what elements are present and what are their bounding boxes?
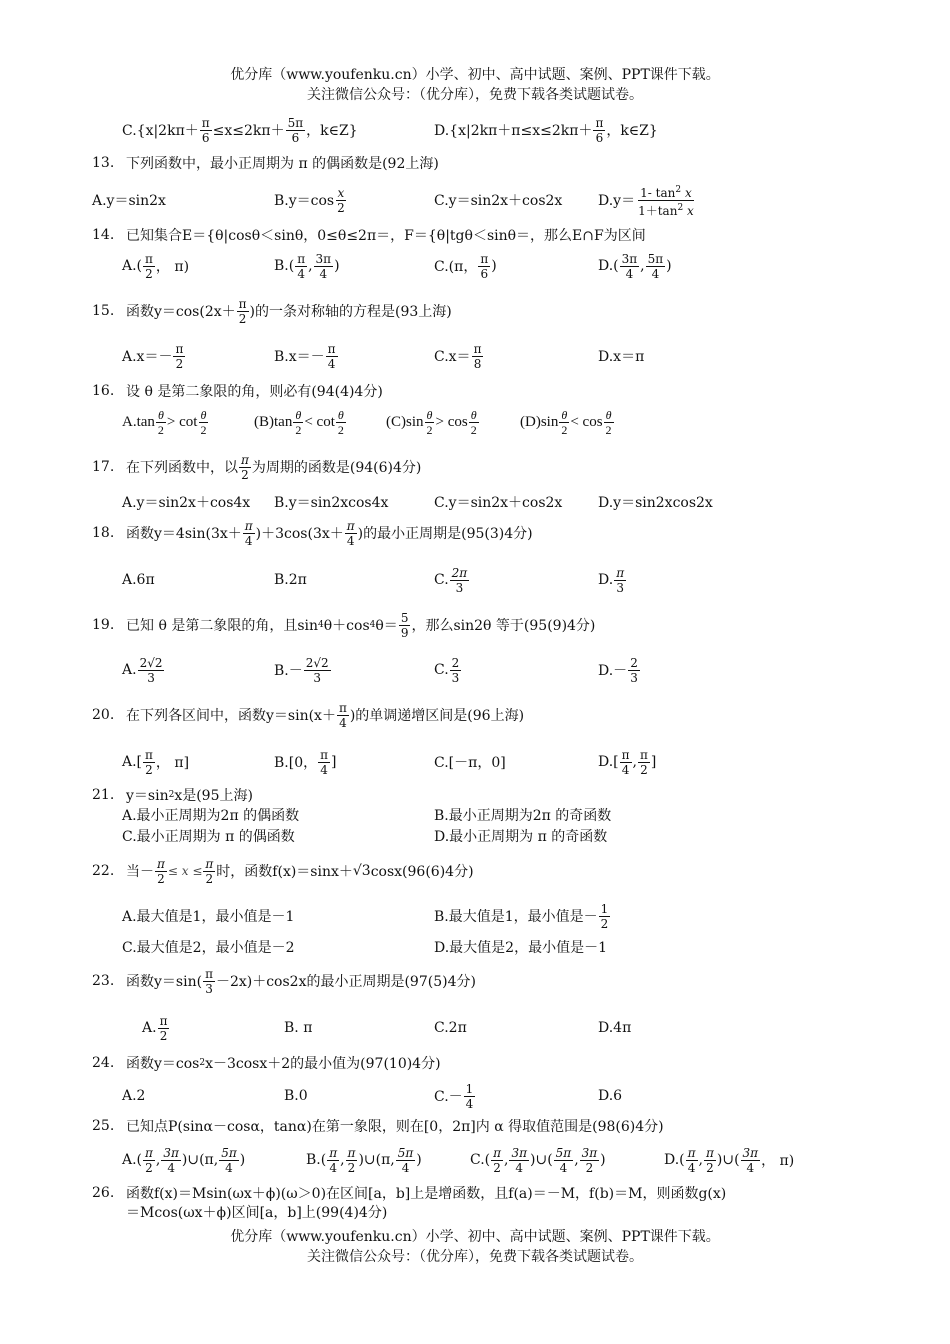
question-21: 21. y＝sin 2 x是(95上海) [92,787,253,804]
question-19: 19. 已知 θ 是第二象限的角，且sin 4 θ＋cos 4 θ＝ $\frac{5}{9}$ ，那么sin2θ 等于(95(9)4分) [92,610,596,640]
q18-option-a: A.6π [122,572,155,588]
q25-option-c: C.( $\frac{\pi}{2}$ , $\frac{3\pi}{4}$ )∪( $\frac{5\pi}{4}$ , $\frac{3\pi}{2}$ ) [470,1145,606,1175]
q15-options [0,336,950,376]
question-26: 26. 函数f(x)＝Msin(ωx＋ϕ)(ω＞0)在区间[a，b]上是增函数，且f(a)＝－M，f(b)＝M，则函数g(x) [92,1185,727,1202]
question-18: 18. 函数y＝4sin(3x＋ $\frac{\pi}{4}$ )＋3cos(3x＋ $\frac{\pi}{4}$ )的最小正周期是(95(3)4分) [92,518,533,548]
q12-option-c: C.{x|2kπ＋ $\frac{\pi}{6}$ ≤x≤2kπ＋ $\frac{5\pi}{6}$ ，k∈Z} [122,115,358,145]
q25-option-b: B.( $\frac{\pi}{4}$ , $\frac{\pi}{2}$ )∪(π, $\frac{5\pi}{4}$ ) [306,1145,422,1175]
footer-line-2: 关注微信公众号：（优分库），免费下载各类试题试卷。 [307,1249,643,1265]
q18-option-b: B.2π [274,572,307,588]
q24-option-a: A.2 [122,1088,146,1104]
q16-option-d: (D)sin $\frac{\theta}{2}$ < cos $\frac{\theta}{2}$ [520,407,612,437]
q19-option-c: C. $\frac{2}{3}$ [434,655,460,685]
q20-option-a: A.[ $\frac{\pi}{2}$ ， π] [122,747,190,777]
q12-options [0,110,950,150]
q17-option-d: D.y＝sin2xcos2x [598,495,713,511]
q23-option-c: C.2π [434,1020,467,1036]
q24-option-b: B.0 [284,1088,308,1104]
question-24: 24. 函数y＝cos 2 x－3cosx＋2的最小值为(97(10)4分) [92,1055,441,1072]
q14-option-d: D.( $\frac{3\pi}{4}$ , $\frac{5\pi}{4}$ ) [598,251,672,281]
q20-option-b: B.[0， $\frac{\pi}{4}$ ] [274,747,337,777]
q17-options [0,482,950,522]
q15-option-b: B.x＝－ $\frac{\pi}{4}$ [274,341,336,371]
footer-line-1: 优分库（www.youfenku.cn）小学、初中、高中试题、案例、PPT课件下载。 [230,1229,720,1245]
q12-option-d: D.{x|2kπ＋π≤x≤2kπ＋ $\frac{\pi}{6}$ ，k∈Z} [434,115,658,145]
q21-option-d: D.最小正周期为 π 的奇函数 [434,829,608,845]
question-15: 15. 函数y＝cos(2x＋ $\frac{\pi}{2}$ )的一条对称轴的方程是(93上海) [92,296,452,326]
question-14: 14. 已知集合E＝{θ|cosθ＜sinθ，0≤θ≤2π＝，F＝{θ|tgθ＜sinθ＝，那么E∩F为区间 [92,227,646,244]
q14-option-b: B.( $\frac{\pi}{4}$ , $\frac{3\pi}{4}$ ) [274,251,340,281]
q23-option-b: B. π [284,1020,313,1036]
q19-option-a: A. $\frac{2√2}{3}$ [122,655,163,685]
q16-option-b: (B)tan $\frac{\theta}{2}$ < cot $\frac{\theta}{2}$ [254,407,344,437]
q16-option-c: (C)sin $\frac{\theta}{2}$ > cos $\frac{\theta}{2}$ [386,407,477,437]
question-23: 23. 函数y＝sin( $\frac{\pi}{3}$ －2x)＋cos2x的最小正周期是(97(5)4分) [92,966,476,996]
q24-option-d: D.6 [598,1088,623,1104]
q16-option-a: A.tan $\frac{\theta}{2}$ > cot $\frac{\theta}{2}$ [122,407,207,437]
q22-option-a: A.最大值是1，最小值是－1 [122,909,295,925]
q18-option-d: D. $\frac{\pi}{3}$ [598,565,625,595]
q19-options [0,650,950,690]
q23-option-a: A. $\frac{\pi}{2}$ [142,1013,168,1043]
q22-option-d: D.最大值是2，最小值是－1 [434,940,607,956]
question-25: 25. 已知点P(sinα－cosα，tanα)在第一象限，则在[0，2π]内 α 得取值范围是(98(6)4分) [92,1118,664,1135]
q18-option-c: C. $\frac{2\pi}{3}$ [434,565,468,595]
q18-options [0,560,950,600]
q15-option-d: D.x＝π [598,349,645,365]
question-16: 16. 设 θ 是第二象限的角，则必有(94(4)4分) [92,383,383,400]
q25-option-a: A.( $\frac{\pi}{2}$ , $\frac{3\pi}{4}$ )∪(π, $\frac{5\pi}{4}$ ) [122,1145,246,1175]
q19-option-b: B.－ $\frac{2√2}{3}$ [274,655,329,685]
q21-option-b: B.最小正周期为2π 的奇函数 [434,808,612,824]
q20-options [0,742,950,782]
q14-options [0,246,950,286]
question-22: 22. 当－ $\frac{\pi}{2}$ ≤ x ≤ $\frac{\pi}{2}$ 时，函数f(x)＝sinx＋ √3 cosx(96(6)4分) [92,856,474,886]
question-26-line-2: ＝Mcos(ωx＋ϕ)区间[a，b]上(99(4)4分) [126,1205,388,1221]
header-line-2: 关注微信公众号：（优分库），免费下载各类试题试卷。 [307,87,643,103]
q15-option-a: A.x＝－ $\frac{\pi}{2}$ [122,341,184,371]
q13-option-c: C.y＝sin2x＋cos2x [434,193,563,209]
q13-option-b: B.y＝cos $\frac{x}{2}$ [274,185,345,215]
question-13: 13. 下列函数中，最小正周期为 π 的偶函数是(92上海) [92,155,439,172]
q20-option-d: D.[ $\frac{\pi}{4}$ , $\frac{\pi}{2}$ ] [598,747,657,777]
question-20: 20. 在下列各区间中，函数y＝sin(x＋ $\frac{\pi}{4}$ )的单调递增区间是(96上海) [92,700,525,730]
q25-options [0,1140,950,1180]
q24-options [0,1076,950,1116]
q21-option-c: C.最小正周期为 π 的偶函数 [122,829,295,845]
q15-option-c: C.x＝ $\frac{\pi}{8}$ [434,341,482,371]
q17-option-a: A.y＝sin2x＋cos4x [122,495,251,511]
q23-options [0,1008,950,1048]
q22-option-b: B.最大值是1，最小值是－ $\frac{1}{2}$ [434,901,609,931]
q25-option-d: D.( $\frac{\pi}{4}$ , $\frac{\pi}{2}$ )∪( $\frac{3\pi}{4}$ ， π) [664,1145,795,1175]
q13-option-d: D.y＝ $\frac{1- \tan^2 x}{1+\tan^2 x}$ [598,184,694,218]
q14-option-c: C.(π， $\frac{\pi}{6}$ ) [434,251,497,281]
q22-option-c: C.最大值是2，最小值是－2 [122,940,295,956]
q13-option-a: A.y＝sin2x [92,193,166,209]
q23-option-d: D.4π [598,1020,632,1036]
question-17: 17. 在下列函数中，以 $\frac{\pi}{2}$ 为周期的函数是(94(6)4分) [92,452,422,482]
q17-option-b: B.y＝sin2xcos4x [274,495,389,511]
q17-option-c: C.y＝sin2x＋cos2x [434,495,563,511]
q20-option-c: C.[－π，0] [434,755,506,771]
q21-option-a: A.最小正周期为2π 的偶函数 [122,808,300,824]
q24-option-c: C.－ $\frac{1}{4}$ [434,1081,474,1111]
q22-options-ab [0,896,950,936]
q19-option-d: D.－ $\frac{2}{3}$ [598,655,638,685]
q13-options [0,180,950,220]
q14-option-a: A.( $\frac{\pi}{2}$ ， π) [122,251,190,281]
header-line-1: 优分库（www.youfenku.cn）小学、初中、高中试题、案例、PPT课件下载。 [230,67,720,83]
q16-options [0,402,950,442]
